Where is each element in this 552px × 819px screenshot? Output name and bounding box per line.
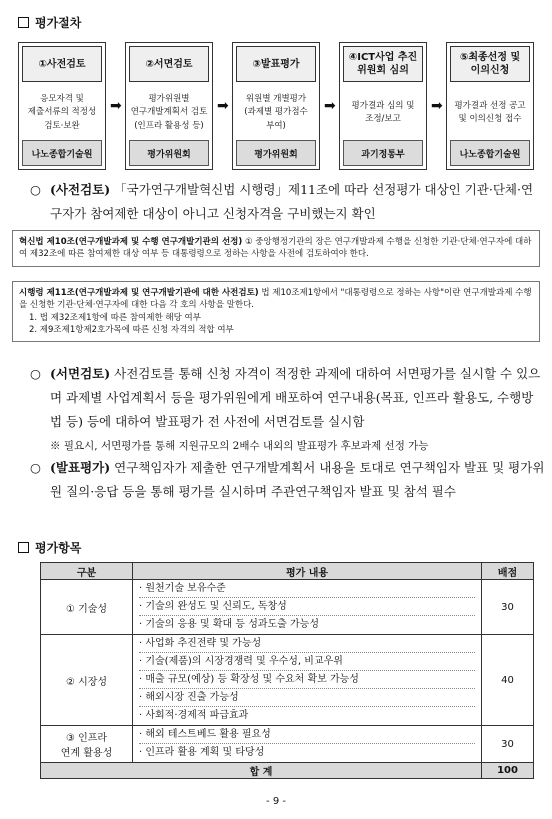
process-flow [18, 42, 534, 170]
criteria-item: · 기술(제품)의 시장경쟁력 및 우수성, 비교우위 [139, 653, 475, 671]
flow-step-4 [339, 42, 427, 170]
step-owner: 평가위원회 [236, 140, 316, 166]
score-cell: 30 [482, 726, 534, 763]
law-excerpt-text: ① 중앙행정기관의 장은 연구개발과제 수행을 신청한 기관·단체·연구자에 대하여 제32조에 따른 참여제한 대상 여부 등 대통령령으로 정하는 사항을 사전에 검토하여야 한다. [19, 237, 532, 260]
paragraph-lead: (사전검토) [50, 182, 111, 197]
step-description: 평가결과 선정 공고 및 이의신청 접수 [454, 100, 526, 124]
criteria-item: · 매출 규모(예상) 등 확장성 및 수요처 확보 가능성 [139, 671, 475, 689]
step-title: ②서면검토 [129, 46, 209, 82]
step-description: 평가결과 심의 및 조정/보고 [351, 100, 415, 124]
arrow-right-icon: ➡ [110, 98, 122, 114]
criteria-item: · 사회적·경제적 파급효과 [139, 710, 249, 721]
criteria-item: · 사업화 추진전략 및 가능성 [139, 635, 475, 653]
list-item: 2. 제9조제1항제2호가목에 따른 신청 자격의 적합 여부 [29, 324, 234, 335]
step-description: 위원별 개별평가 (과제별 평가점수 부여) [244, 94, 308, 131]
checkbox-square-icon [18, 17, 29, 28]
flow-step-2 [125, 42, 213, 170]
table-row [41, 635, 534, 726]
step-title: ④ICT사업 추진 위원회 심의 [343, 46, 423, 82]
flow-step-1 [18, 42, 106, 170]
paragraph-text [50, 456, 545, 504]
column-header: 배점 [482, 563, 534, 580]
paragraph-body: 사전검토를 통해 신청 자격이 적정한 과제에 대하여 서면평가를 실시할 수 있으며 과제별 사업계획서 등을 평가위원에게 배포하여 연구내용(목표, 인프라 활용도, 수행방법 등) 등에 대하여 발표평가 전 사전에 서면검토를 실시함 [50, 366, 541, 429]
step-description: 평가위원별 연구개발계획서 검토 (인프라 활용성 등) [130, 94, 208, 131]
criteria-item: · 기술의 응용 및 확대 등 성과도출 가능성 [139, 619, 319, 630]
law-excerpt-box [12, 230, 540, 267]
page-number: - 9 - [266, 796, 286, 807]
paragraph-lead: (발표평가) [50, 460, 111, 475]
section-title: 평가항목 [35, 541, 82, 555]
total-score: 100 [482, 763, 534, 779]
paragraph-text [50, 362, 545, 434]
section-heading-criteria [18, 539, 81, 556]
step-owner: 나노종합기술원 [22, 140, 102, 166]
paragraph-document-review [30, 362, 545, 458]
flow-step-3 [232, 42, 320, 170]
criteria-cell [133, 635, 482, 726]
paragraph-body: 「국가연구개발혁신법 시행령」제11조에 따라 선정평가 대상인 기관·단체·연구자가 참여제한 대상이 아니고 신청자격을 구비했는지 확인 [50, 182, 534, 221]
table-row [41, 580, 534, 635]
section-title: 평가절차 [35, 16, 82, 30]
table-header-row [41, 563, 534, 580]
table-total-row [41, 763, 534, 779]
step-owner: 나노종합기술원 [450, 140, 530, 166]
checkbox-square-icon [18, 542, 29, 553]
section-heading-procedure [18, 14, 81, 31]
criteria-item: · 해외 테스트베드 활용 필요성 [139, 726, 475, 744]
criteria-item: · 원천기술 보유수준 [139, 580, 475, 598]
criteria-item: · 해외시장 진출 가능성 [139, 689, 475, 707]
decree-excerpt-heading: 시행령 제11조(연구개발과제 및 연구개발기관에 대한 사전검토) [19, 288, 259, 298]
flow-step-5 [446, 42, 534, 170]
step-title: ①사전검토 [22, 46, 102, 82]
table-row [41, 726, 534, 763]
score-cell: 30 [482, 580, 534, 635]
criteria-cell [133, 580, 482, 635]
law-excerpt-heading: 혁신법 제10조(연구개발과제 및 수행 연구개발기관의 선정) [19, 237, 243, 247]
category-cell: ③ 인프라 연계 활용성 [41, 726, 133, 763]
list-item: 1. 법 제32조제1항에 따른 참여제한 해당 여부 [29, 312, 201, 323]
criteria-item: · 기술의 완성도 및 신뢰도, 독창성 [139, 598, 475, 616]
column-header: 평가 내용 [133, 563, 482, 580]
category-cell: ② 시장성 [41, 635, 133, 726]
bullet-circle-icon: ○ [30, 182, 41, 197]
evaluation-table [40, 562, 534, 779]
decree-excerpt-text: 법 제10조제1항에서 "대통령령으로 정하는 사항"이란 연구개발과제 수행을 신청한 기관·단체·연구자에 대한 다음 각 호의 사항을 말한다. [19, 288, 532, 311]
decree-excerpt-list [29, 312, 533, 337]
step-owner: 과기정통부 [343, 140, 423, 166]
bullet-circle-icon: ○ [30, 460, 41, 475]
paragraph-note: ※ 필요시, 서면평가를 통해 지원규모의 2배수 내외의 발표평가 후보과제 선정 가능 [50, 440, 429, 452]
paragraph-body: 연구책임자가 제출한 연구개발계획서 내용을 토대로 연구책임자 발표 및 평가위원 질의·응답 등을 통해 평가를 실시하며 주관연구책임자 발표 및 참석 필수 [50, 460, 545, 499]
bullet-circle-icon: ○ [30, 366, 41, 381]
paragraph-presentation-review [30, 456, 545, 504]
paragraph-text [50, 178, 545, 226]
category-cell: ① 기술성 [41, 580, 133, 635]
step-title: ③발표평가 [236, 46, 316, 82]
criteria-item: · 인프라 활용 계획 및 타당성 [139, 747, 265, 758]
paragraph-pre-review [30, 178, 545, 226]
arrow-right-icon: ➡ [217, 98, 229, 114]
step-description: 응모자격 및 제출서류의 적정성 검토·보완 [27, 94, 97, 131]
score-cell: 40 [482, 635, 534, 726]
step-title: ⑤최종선정 및 이의신청 [450, 46, 530, 82]
total-label: 합 계 [41, 763, 482, 779]
arrow-right-icon: ➡ [431, 98, 443, 114]
arrow-right-icon: ➡ [324, 98, 336, 114]
paragraph-lead: (서면검토) [50, 366, 111, 381]
criteria-cell [133, 726, 482, 763]
step-owner: 평가위원회 [129, 140, 209, 166]
column-header: 구분 [41, 563, 133, 580]
decree-excerpt-box [12, 281, 540, 342]
